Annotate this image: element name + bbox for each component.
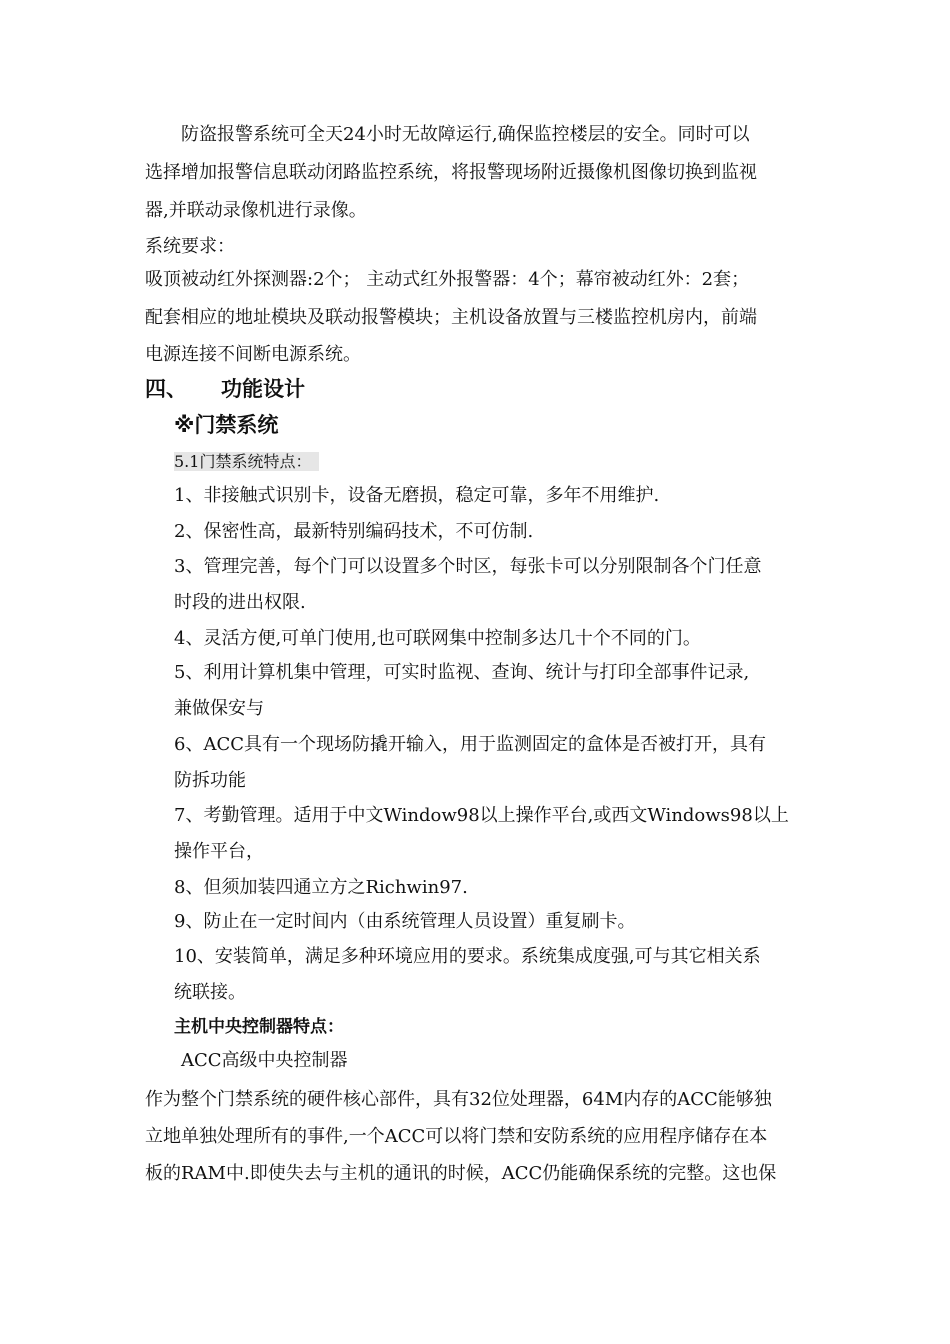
controller-paragraph-line-1: 作为整个门禁系统的硬件核心部件，具有32位处理器，64M内存的ACC能够独 [145,1089,772,1110]
intro-paragraph-line-3: 器,并联动录像机进行录像。 [145,200,367,221]
requirements-line-2: 配套相应的地址模块及联动报警模块；主机设备放置与三楼监控机房内，前端 [145,307,757,328]
list-item: 8、但须加装四通立方之Richwin97. [174,877,468,898]
list-item: 4、灵活方便,可单门使用,也可联网集中控制多达几十个不同的门。 [174,628,701,649]
intro-paragraph-line-1: 防盗报警系统可全天24小时无故障运行,确保监控楼层的安全。同时可以 [181,124,750,145]
controller-paragraph-line-3: 板的RAM中.即使失去与主机的通讯的时候，ACC仍能确保系统的完整。这也保 [145,1163,777,1184]
list-item: 时段的进出权限. [174,592,306,613]
access-control-heading: ※门禁系统 [174,413,279,437]
list-item: 9、防止在一定时间内（由系统管理人员设置）重复刷卡。 [174,911,636,932]
list-item: 操作平台， [174,841,264,862]
requirements-label: 系统要求： [145,236,235,257]
list-item: 6、ACC具有一个现场防撬开输入，用于监测固定的盒体是否被打开，具有 [174,734,766,755]
list-item: 2、保密性高，最新特别编码技术，不可仿制. [174,521,534,542]
list-item: 5、利用计算机集中管理，可实时监视、查询、统计与打印全部事件记录, [174,662,750,683]
list-item: 兼做保安与 [174,698,264,719]
list-item: 统联接。 [174,982,246,1003]
list-item: 3、管理完善，每个门可以设置多个时区，每张卡可以分别限制各个门任意 [174,556,762,577]
controller-heading: 主机中央控制器特点： [174,1017,344,1037]
access-features-subheading-text: 5.1门禁系统特点： [174,452,319,471]
list-item: 10、安装简单，满足多种环境应用的要求。系统集成度强,可与其它相关系 [174,946,761,967]
list-item: 防拆功能 [174,770,246,791]
controller-paragraph-line-2: 立地单独处理所有的事件,一个ACC可以将门禁和安防系统的应用程序储存在本 [145,1126,768,1147]
list-item: 1、非接触式识别卡，设备无磨损，稳定可靠，多年不用维护. [174,485,660,506]
access-features-subheading [174,449,319,475]
section-title: 功能设计 [221,377,305,401]
requirements-line-3: 电源连接不间断电源系统。 [145,344,361,365]
controller-name: ACC高级中央控制器 [181,1050,348,1071]
section-number: 四、 [145,377,187,401]
requirements-line-1: 吸顶被动红外探测器:2个； 主动式红外报警器：4个；幕帘被动红外：2套； [145,269,750,290]
list-item: 7、考勤管理。适用于中文Window98以上操作平台,或西文Windows98以上 [174,805,789,826]
section-heading [145,376,305,402]
intro-paragraph-line-2: 选择增加报警信息联动闭路监控系统，将报警现场附近摄像机图像切换到监视 [145,162,757,183]
